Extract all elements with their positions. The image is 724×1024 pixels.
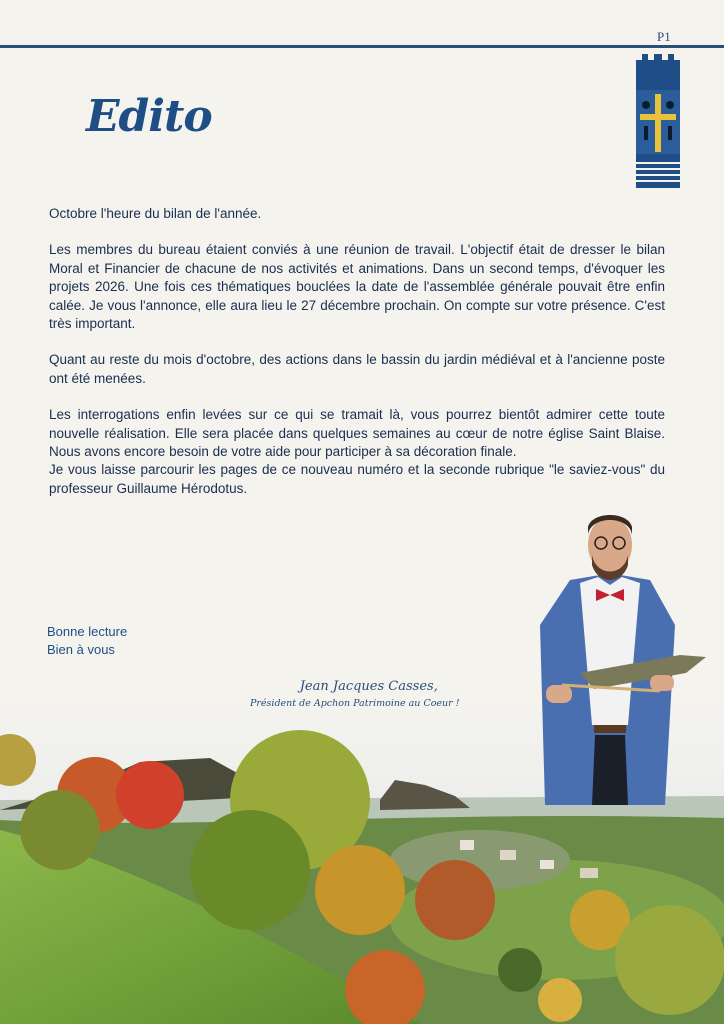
page-title: Edito — [86, 91, 212, 142]
signature — [250, 679, 460, 709]
paragraph-3: Quant au reste du mois d'octobre, des actions dans le bassin du jardin médiéval et à l'ancienne poste ont été menées. — [49, 352, 665, 386]
closing-block — [47, 623, 127, 658]
editorial-body — [49, 205, 665, 516]
top-rule — [0, 45, 724, 48]
page-number: P1 — [657, 29, 671, 44]
heraldic-banner-icon — [634, 50, 682, 188]
paragraph-1: Octobre l'heure du bilan de l'année. — [49, 206, 262, 221]
closing-line-1: Bonne lecture — [47, 624, 128, 639]
president-photo — [510, 505, 710, 805]
signature-name: Jean Jacques Casses, — [299, 679, 438, 694]
paragraph-5: Je vous laisse parcourir les pages de ce nouveau numéro et la seconde rubrique "le saviez-vous" du professeur Guillaume Hérodotus. — [49, 462, 665, 496]
closing-line-2: Bien à vous — [47, 641, 115, 657]
paragraph-4: Les interrogations enfin levées sur ce qui se tramait là, vous pourrez bientôt admirer cette toute nouvelle réalisation. Elle sera placée dans quelques semaines au cœur de notre église Saint Blaise. Nous avons encore besoin de votre aide pour participer à sa décoration finale. — [49, 407, 665, 460]
signature-role: Président de Apchon Patrimoine au Coeur ! — [250, 698, 460, 709]
paragraph-2: Les membres du bureau étaient conviés à une réunion de travail. L'objectif était de dresser le bilan Moral et Financier de chacune de nos activités et animations. Dans un second temps, d'évoquer les projets 2026. Une fois ces thématiques bouclées la date de l'assemblée générale pouvait être enfin calée. Je vous l'annonce, elle aura lieu le 27 décembre prochain. On compte sur votre présence. C'est très important. — [49, 242, 665, 332]
